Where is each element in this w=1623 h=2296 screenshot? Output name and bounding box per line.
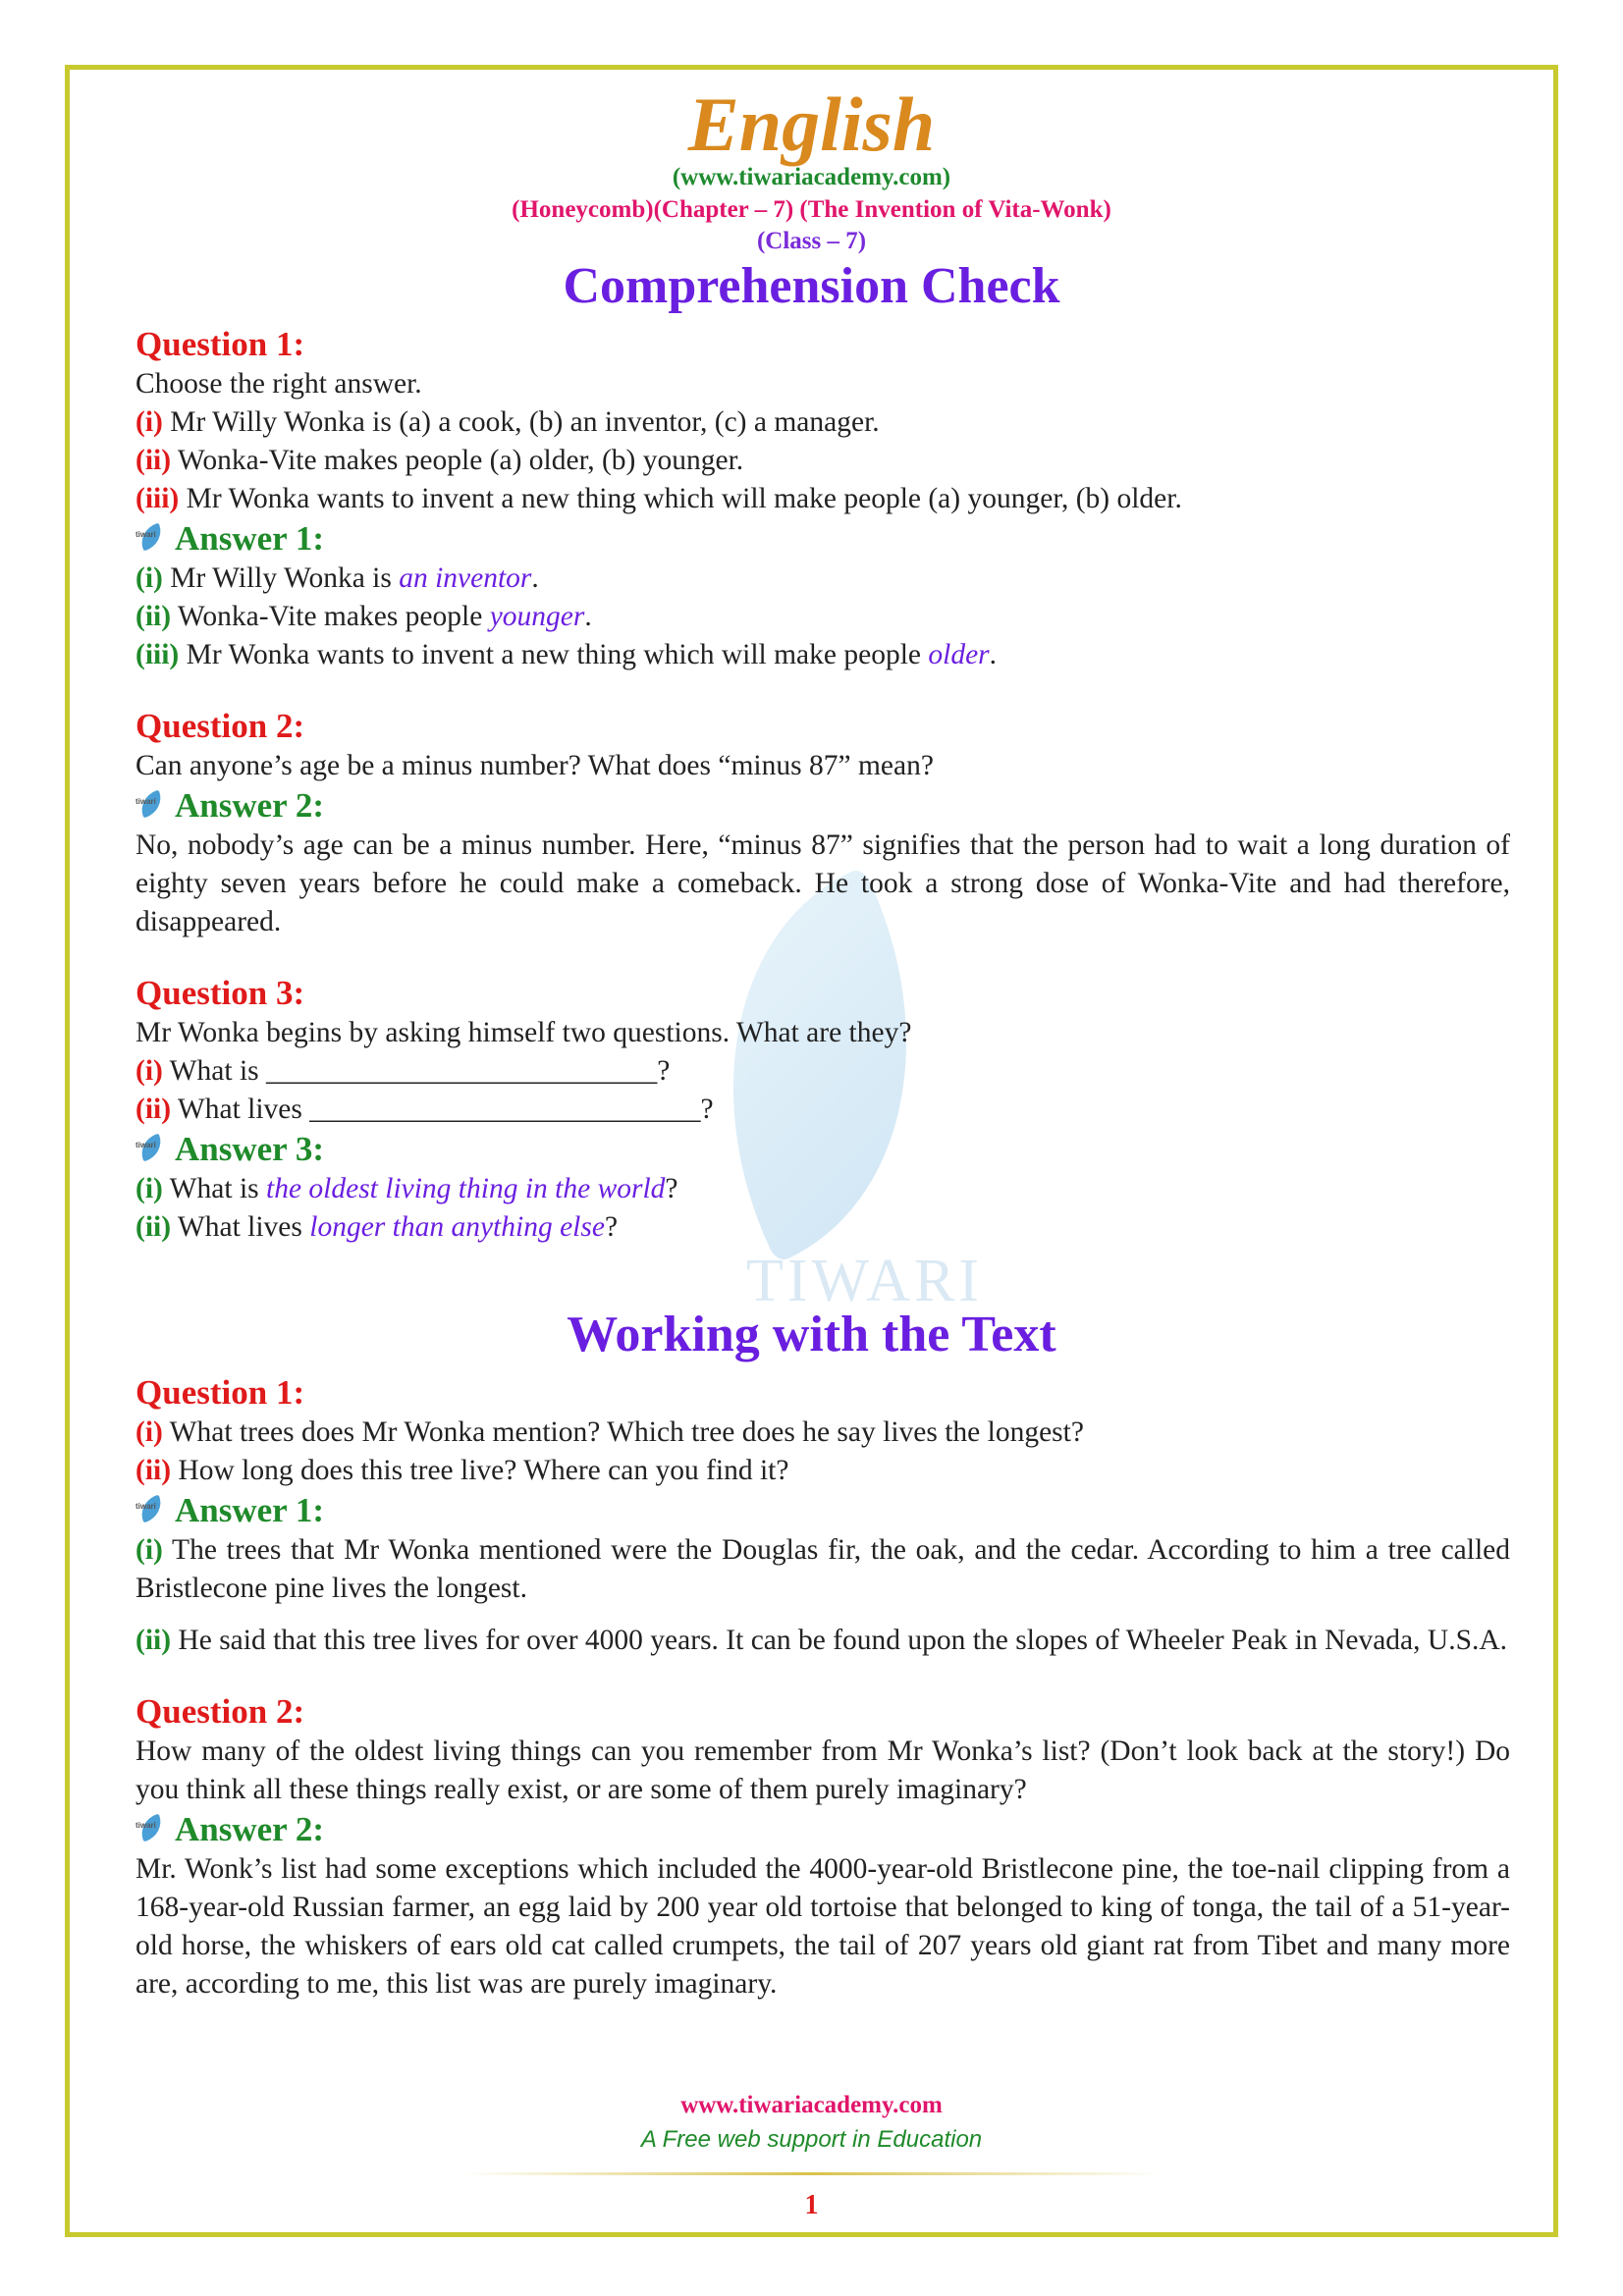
wt-question-2-label: Question 2: [135, 1692, 305, 1731]
item-text: Mr Wonka wants to invent a new thing which will make people (a) younger, (b) older. [179, 483, 1182, 514]
answer-label-text: Answer 1: [175, 519, 324, 558]
answer-label-text: Answer 2: [175, 786, 324, 825]
answer-label-text: Answer 3: [175, 1130, 324, 1168]
section-title-working: Working with the Text [567, 1307, 1056, 1362]
cc-answer-3-item [135, 1170, 1510, 1208]
section-title-comprehension: Comprehension Check [563, 258, 1060, 314]
item-text: Wonka-Vite makes people (a) older, (b) younger. [171, 445, 744, 476]
cc-question-1-item [135, 442, 1510, 480]
header-class: (Class – 7) [756, 228, 867, 254]
wt-question-1-label: Question 1: [135, 1373, 305, 1412]
item-text: What lives ___________________________? [171, 1094, 714, 1125]
item-highlight: an inventor [399, 562, 532, 594]
working-block [135, 1372, 1510, 2003]
item-mark: (i) [135, 1416, 163, 1448]
page-title: English [687, 81, 936, 167]
cc-question-2-prompt: Can anyone’s age be a minus number? What does “minus 87” mean? [135, 750, 934, 781]
item-text: Mr Willy Wonka is (a) a cook, (b) an inventor, (c) a manager. [162, 406, 880, 438]
wt-answer-2-text: Mr. Wonk’s list had some exceptions which included the 4000-year-old Bristlecone pine, the toe-nail clipping from a 168-year-old Russian farmer, an egg laid by 200 year old tortoise that belonged to king of tonga, the tail of a 51-year-old horse, the whiskers of ears old cat called crumpets, the tail of 207 years old giant rat from Tibet and many more are, according to me, this list was are purely imaginary. [135, 1853, 1510, 2000]
item-text: He said that this tree lives for over 4000 years. It can be found upon the slopes of Wheeler Peak in Nevada, U.S.A. [171, 1625, 1508, 1656]
cc-answer-3-label [135, 1129, 1510, 1170]
item-pre: Mr Wonka wants to invent a new thing which will make people [179, 639, 929, 670]
item-post: . [584, 601, 592, 632]
item-post: . [989, 639, 998, 670]
pen-icon [135, 791, 169, 821]
item-mark: (iii) [135, 639, 180, 670]
header-site: (www.tiwariacademy.com) [672, 164, 951, 190]
cc-question-1-item [135, 480, 1510, 518]
item-highlight: younger [489, 601, 585, 632]
wt-answer-2-label [135, 1809, 1510, 1850]
cc-answer-1-item [135, 598, 1510, 636]
footer-site-link[interactable]: www.tiwariacademy.com [680, 2092, 943, 2118]
pen-icon [135, 1496, 169, 1525]
item-mark: (ii) [135, 1455, 172, 1486]
item-post: ? [665, 1173, 678, 1204]
item-text: How long does this tree live? Where can you find it? [171, 1455, 789, 1486]
cc-answer-2-label [135, 785, 1510, 827]
comprehension-block [135, 324, 1510, 1247]
item-mark: (ii) [135, 1625, 172, 1656]
cc-answer-1-label [135, 518, 1510, 560]
item-mark: (ii) [135, 1094, 172, 1125]
cc-question-2-label: Question 2: [135, 707, 305, 745]
item-mark: (i) [135, 1055, 163, 1087]
item-mark: (i) [135, 1173, 163, 1204]
pen-icon [135, 1135, 169, 1164]
pen-icon [135, 1815, 169, 1844]
item-mark: (i) [135, 406, 163, 438]
cc-question-3-prompt: Mr Wonka begins by asking himself two questions. What are they? [135, 1017, 912, 1048]
cc-question-3-label: Question 3: [135, 974, 305, 1012]
cc-question-3-item [135, 1091, 1510, 1129]
footer-divider [461, 2172, 1162, 2175]
item-pre: What lives [171, 1211, 310, 1243]
footer-tagline: A Free web support in Education [640, 2126, 983, 2153]
item-mark: (i) [135, 1534, 163, 1566]
item-text: The trees that Mr Wonka mentioned were the Douglas fir, the oak, and the cedar. According to him a tree called Bristlecone pine lives the longest. [135, 1534, 1510, 1604]
pen-icon [135, 524, 169, 554]
cc-question-1-label: Question 1: [135, 325, 305, 363]
cc-answer-3-item [135, 1208, 1510, 1247]
item-pre: What is [162, 1173, 266, 1204]
cc-question-1-item [135, 403, 1510, 442]
item-highlight: longer than anything else [309, 1211, 605, 1243]
item-mark: (ii) [135, 1211, 172, 1243]
item-mark: (iii) [135, 483, 180, 514]
watermark-text: TIWARI [746, 1248, 983, 1314]
header-chapter: (Honeycomb)(Chapter – 7) (The Invention of Vita-Wonk) [512, 196, 1111, 223]
item-post: . [531, 562, 539, 594]
page-number: 1 [804, 2190, 819, 2220]
item-text: What trees does Mr Wonka mention? Which tree does he say lives the longest? [162, 1416, 1084, 1448]
wt-question-1-item [135, 1452, 1510, 1490]
item-pre: Wonka-Vite makes people [171, 601, 490, 632]
cc-question-1-prompt: Choose the right answer. [135, 368, 422, 400]
item-highlight: the oldest living thing in the world [266, 1173, 666, 1204]
wt-question-1-item [135, 1414, 1510, 1452]
answer-label-text: Answer 2: [175, 1810, 324, 1848]
cc-answer-2-text: No, nobody’s age can be a minus number. Here, “minus 87” signifies that the person had to wait a long duration of eighty seven years before he could make a comeback. He took a strong dose of Wonka-Vite and had therefore, disappeared. [135, 829, 1510, 937]
wt-answer-1-item [135, 1531, 1510, 1608]
item-mark: (i) [135, 562, 163, 594]
wt-question-2-prompt: How many of the oldest living things can you remember from Mr Wonka’s list? (Don’t look back at the story!) Do you think all these things really exist, or are some of them purely imaginary? [135, 1735, 1510, 1805]
answer-label-text: Answer 1: [175, 1491, 324, 1529]
cc-question-3-item [135, 1052, 1510, 1091]
item-text: What is ___________________________? [162, 1055, 671, 1087]
item-pre: Mr Willy Wonka is [162, 562, 400, 594]
cc-answer-1-item [135, 560, 1510, 598]
item-mark: (ii) [135, 601, 172, 632]
cc-answer-1-item [135, 636, 1510, 674]
wt-answer-1-item [135, 1622, 1510, 1660]
wt-answer-1-label [135, 1490, 1510, 1531]
item-post: ? [604, 1211, 619, 1243]
item-highlight: older [928, 639, 990, 670]
item-mark: (ii) [135, 445, 172, 476]
